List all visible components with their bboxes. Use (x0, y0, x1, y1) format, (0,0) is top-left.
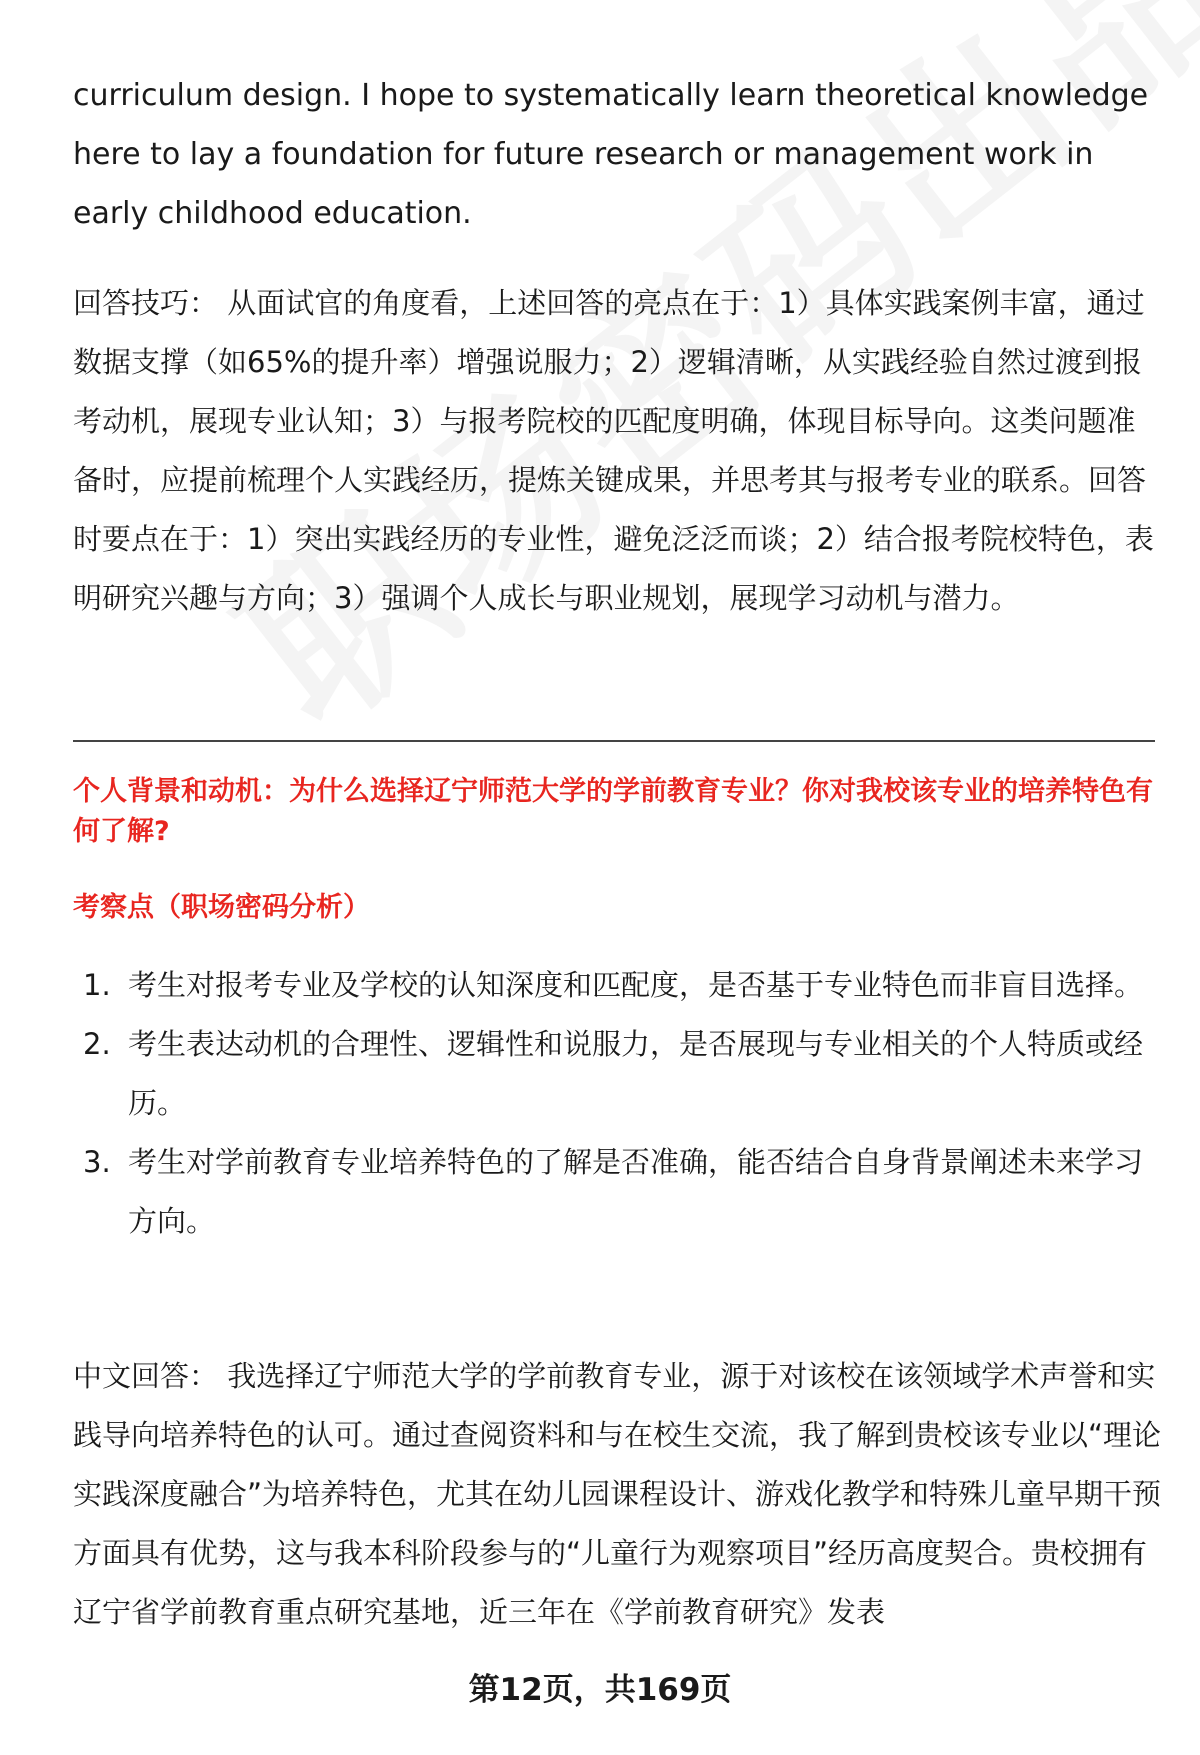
assessment-heading: 考察点（职场密码分析） (73, 892, 370, 923)
chinese-answer-paragraph: 中文回答： 我选择辽宁师范大学的学前教育专业，源于对该校在该领域学术声誉和实践导向培养特色的认可。通过查阅资料和与在校生交流，我了解到贵校该专业以“理论实践深度融合”为培养特色，尤其在幼儿园课程设计、游戏化教学和特殊儿童早期干预方面具有优势，这与我本科阶段参与的“儿童行为观察项目”经历高度契合。贵校拥有辽宁省学前教育重点研究基地，近三年在《学前教育研究》发表 (73, 1359, 1162, 1629)
list-item (73, 1133, 1163, 1251)
list-item (73, 1015, 1163, 1133)
list-item-text: 考生表达动机的合理性、逻辑性和说服力，是否展现与专业相关的个人特质或经历。 (128, 1027, 1144, 1120)
assessment-points-list (73, 956, 1163, 1251)
question-title: 个人背景和动机：为什么选择辽宁师范大学的学前教育专业？你对我校该专业的培养特色有何了解? (73, 776, 1153, 847)
list-item-number: 2. (83, 1027, 111, 1061)
list-item-number: 1. (83, 968, 111, 1002)
list-item-text: 考生对报考专业及学校的认知深度和匹配度，是否基于专业特色而非盲目选择。 (128, 968, 1144, 1002)
english-paragraph: curriculum design. I hope to systematically learn theoretical knowledge here to lay a foundation for future research or management work in early childhood education. (73, 78, 1149, 231)
page-number-footer: 第12页，共169页 (468, 1672, 732, 1708)
list-item-text: 考生对学前教育专业培养特色的了解是否准确，能否结合自身背景阐述未来学习方向。 (128, 1145, 1144, 1238)
list-item (73, 956, 1163, 1015)
answer-tips-paragraph: 回答技巧： 从面试官的角度看，上述回答的亮点在于：1）具体实践案例丰富，通过数据支撑（如65%的提升率）增强说服力；2）逻辑清晰，从实践经验自然过渡到报考动机，展现专业认知；3）与报考院校的匹配度明确，体现目标导向。这类问题准备时，应提前梳理个人实践经历，提炼关键成果，并思考其与报考专业的联系。回答时要点在于：1）突出实践经历的专业性，避免泛泛而谈；2）结合报考院校特色，表明研究兴趣与方向；3）强调个人成长与职业规划，展现学习动机与潜力。 (73, 286, 1154, 615)
section-divider (73, 740, 1155, 742)
list-item-number: 3. (83, 1145, 111, 1179)
